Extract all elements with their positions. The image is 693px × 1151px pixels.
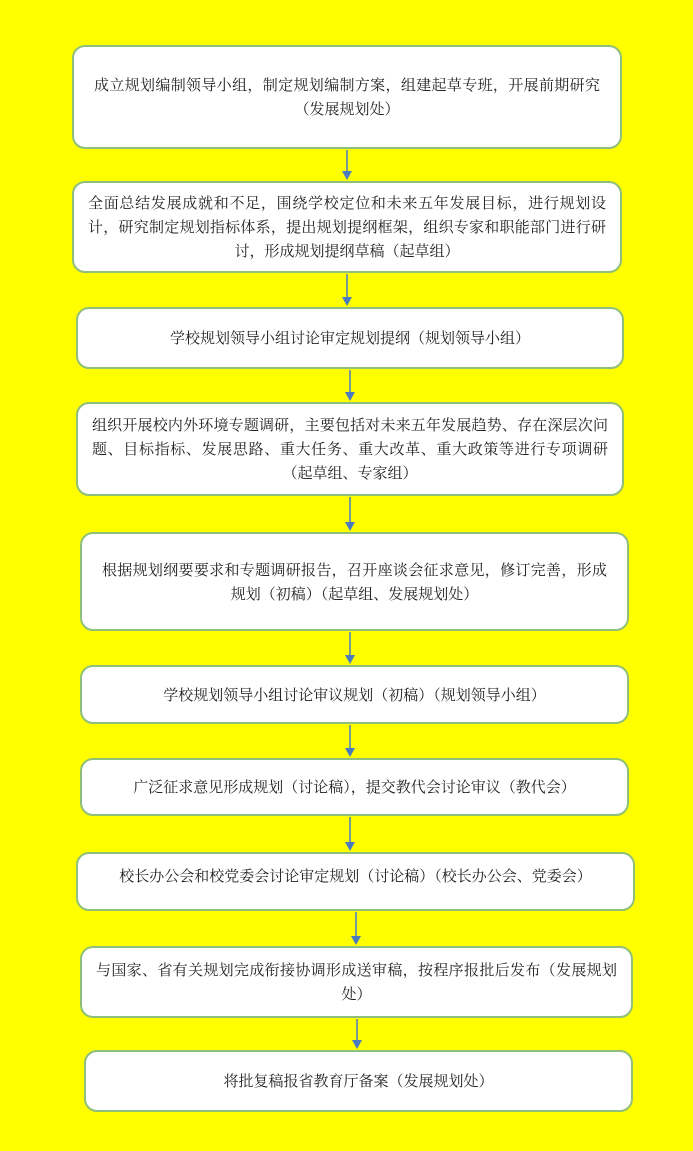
step-6-box [80,665,629,724]
step-5-text: 根据规划纲要要求和专题调研报告，召开座谈会征求意见，修订完善，形成规划（初稿）（起草组、发展规划处） [102,560,607,603]
step-3-box [76,307,624,369]
step-10-box [84,1050,633,1112]
step-8-box [76,852,635,911]
step-7-text: 广泛征求意见形成规划（讨论稿），提交教代会讨论审议（教代会） [133,778,576,796]
arrow-4-5 [345,497,355,531]
step-8-text: 校长办公会和校党委会讨论审定规划（讨论稿）（校长办公会、党委会） [119,867,592,885]
step-2-text: 全面总结发展成就和不足，围绕学校定位和未来五年发展目标，进行规划设计，研究制定规划指标体系，提出规划提纲框架，组织专家和职能部门进行研讨，形成规划提纲草稿（起草组） [88,194,606,260]
step-9-box [80,946,633,1018]
step-3-text: 学校规划领导小组讨论审定规划提纲（规划领导小组） [169,329,530,347]
step-6-text: 学校规划领导小组讨论审议规划（初稿）（规划领导小组） [163,685,546,704]
step-7-box [80,758,629,816]
step-4-box [76,402,624,496]
arrow-7-8 [345,817,355,851]
arrow-6-7 [345,725,355,757]
step-1-text: 成立规划编制领导小组，制定规划编制方案，组建起草专班，开展前期研究（发展规划处） [94,76,600,118]
arrow-9-10 [352,1019,362,1049]
step-9-text: 与国家、省有关规划完成衔接协调形成送审稿，按程序报批后发布（发展规划处） [96,961,617,1003]
step-5-box [80,532,629,631]
step-2-box [72,181,622,273]
arrow-3-4 [345,370,355,401]
step-10-text: 将批复稿报省教育厅备案（发展规划处） [223,1072,494,1090]
step-1-box [72,45,622,149]
arrow-2-3 [342,274,352,306]
arrow-1-2 [342,150,352,180]
step-4-text: 组织开展校内外环境专题调研，主要包括对未来五年发展趋势、存在深层次问题、目标指标、发展思路、重大任务、重大改革、重大政策等进行专项调研（起草组、专家组） [92,416,608,482]
arrow-8-9 [351,912,361,945]
arrow-5-6 [345,632,355,664]
